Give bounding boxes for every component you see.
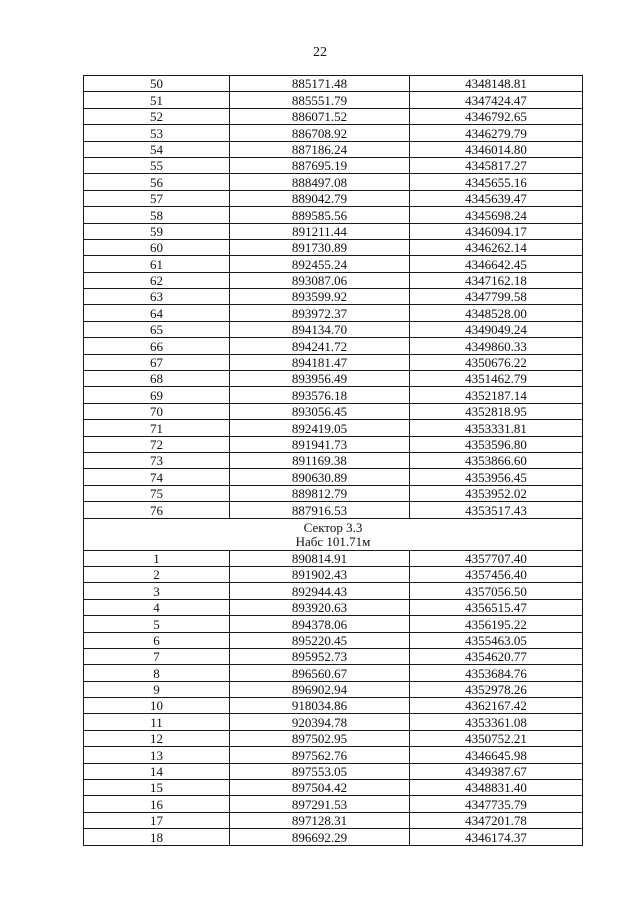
y-coordinate-cell: 4348528.00	[410, 305, 583, 321]
x-coordinate-cell: 897502.95	[230, 730, 410, 746]
x-coordinate-cell: 895220.45	[230, 632, 410, 648]
y-coordinate-cell: 4355463.05	[410, 632, 583, 648]
point-number-cell: 76	[84, 502, 230, 518]
point-number-cell: 71	[84, 420, 230, 436]
x-coordinate-cell: 897291.53	[230, 796, 410, 812]
x-coordinate-cell: 893972.37	[230, 305, 410, 321]
y-coordinate-cell: 4353517.43	[410, 502, 583, 518]
table-row	[84, 698, 583, 714]
table-row	[84, 648, 583, 664]
y-coordinate-cell: 4347799.58	[410, 289, 583, 305]
y-coordinate-cell: 4356195.22	[410, 616, 583, 632]
table-row	[84, 92, 583, 108]
coordinates-rows-b	[84, 550, 583, 845]
table-row	[84, 305, 583, 321]
x-coordinate-cell: 892419.05	[230, 420, 410, 436]
x-coordinate-cell: 886708.92	[230, 125, 410, 141]
y-coordinate-cell: 4356515.47	[410, 599, 583, 615]
table-row	[84, 780, 583, 796]
x-coordinate-cell: 918034.86	[230, 698, 410, 714]
x-coordinate-cell: 897504.42	[230, 780, 410, 796]
point-number-cell: 53	[84, 125, 230, 141]
y-coordinate-cell: 4346645.98	[410, 747, 583, 763]
table-row	[84, 550, 583, 566]
y-coordinate-cell: 4352978.26	[410, 681, 583, 697]
y-coordinate-cell: 4346094.17	[410, 223, 583, 239]
y-coordinate-cell: 4346262.14	[410, 239, 583, 255]
y-coordinate-cell: 4357056.50	[410, 583, 583, 599]
x-coordinate-cell: 885171.48	[230, 76, 410, 92]
point-number-cell: 55	[84, 157, 230, 173]
y-coordinate-cell: 4346642.45	[410, 256, 583, 272]
point-number-cell: 73	[84, 452, 230, 468]
x-coordinate-cell: 896902.94	[230, 681, 410, 697]
table-row	[84, 125, 583, 141]
y-coordinate-cell: 4353596.80	[410, 436, 583, 452]
x-coordinate-cell: 893087.06	[230, 272, 410, 288]
table-row	[84, 272, 583, 288]
table-row	[84, 403, 583, 419]
y-coordinate-cell: 4349860.33	[410, 338, 583, 354]
x-coordinate-cell: 893920.63	[230, 599, 410, 615]
table-row	[84, 190, 583, 206]
point-number-cell: 8	[84, 665, 230, 681]
y-coordinate-cell: 4349387.67	[410, 763, 583, 779]
table-row	[84, 796, 583, 812]
point-number-cell: 51	[84, 92, 230, 108]
y-coordinate-cell: 4353361.08	[410, 714, 583, 730]
point-number-cell: 60	[84, 239, 230, 255]
table-row	[84, 256, 583, 272]
point-number-cell: 4	[84, 599, 230, 615]
y-coordinate-cell: 4345817.27	[410, 157, 583, 173]
point-number-cell: 7	[84, 648, 230, 664]
x-coordinate-cell: 892455.24	[230, 256, 410, 272]
point-number-cell: 6	[84, 632, 230, 648]
x-coordinate-cell: 892944.43	[230, 583, 410, 599]
point-number-cell: 9	[84, 681, 230, 697]
y-coordinate-cell: 4347162.18	[410, 272, 583, 288]
sector-header	[84, 518, 583, 550]
x-coordinate-cell: 887916.53	[230, 502, 410, 518]
table-row	[84, 371, 583, 387]
x-coordinate-cell: 893056.45	[230, 403, 410, 419]
y-coordinate-cell: 4346014.80	[410, 141, 583, 157]
y-coordinate-cell: 4347424.47	[410, 92, 583, 108]
x-coordinate-cell: 891730.89	[230, 239, 410, 255]
table-row	[84, 223, 583, 239]
x-coordinate-cell: 891211.44	[230, 223, 410, 239]
x-coordinate-cell: 891902.43	[230, 566, 410, 582]
y-coordinate-cell: 4347201.78	[410, 812, 583, 828]
y-coordinate-cell: 4357707.40	[410, 550, 583, 566]
table-row	[84, 239, 583, 255]
x-coordinate-cell: 894181.47	[230, 354, 410, 370]
point-number-cell: 69	[84, 387, 230, 403]
table-row	[84, 829, 583, 845]
x-coordinate-cell: 894378.06	[230, 616, 410, 632]
point-number-cell: 63	[84, 289, 230, 305]
y-coordinate-cell: 4346174.37	[410, 829, 583, 845]
x-coordinate-cell: 897128.31	[230, 812, 410, 828]
table-row	[84, 174, 583, 190]
table-row	[84, 420, 583, 436]
point-number-cell: 3	[84, 583, 230, 599]
table-row	[84, 599, 583, 615]
sector-subtitle: Набс 101.71м	[295, 533, 371, 549]
y-coordinate-cell: 4346279.79	[410, 125, 583, 141]
table-row	[84, 502, 583, 518]
point-number-cell: 18	[84, 829, 230, 845]
point-number-cell: 10	[84, 698, 230, 714]
table-row	[84, 583, 583, 599]
table-row	[84, 321, 583, 337]
point-number-cell: 58	[84, 207, 230, 223]
table-row	[84, 812, 583, 828]
point-number-cell: 72	[84, 436, 230, 452]
table-row	[84, 338, 583, 354]
x-coordinate-cell: 887695.19	[230, 157, 410, 173]
x-coordinate-cell: 896692.29	[230, 829, 410, 845]
x-coordinate-cell: 889812.79	[230, 485, 410, 501]
point-number-cell: 5	[84, 616, 230, 632]
point-number-cell: 57	[84, 190, 230, 206]
point-number-cell: 56	[84, 174, 230, 190]
table-row	[84, 730, 583, 746]
point-number-cell: 64	[84, 305, 230, 321]
point-number-cell: 52	[84, 108, 230, 124]
point-number-cell: 75	[84, 485, 230, 501]
x-coordinate-cell: 893956.49	[230, 371, 410, 387]
point-number-cell: 54	[84, 141, 230, 157]
y-coordinate-cell: 4352187.14	[410, 387, 583, 403]
table-row	[84, 289, 583, 305]
sector-title: Сектор 3.3	[303, 519, 363, 535]
y-coordinate-cell: 4353956.45	[410, 469, 583, 485]
y-coordinate-cell: 4349049.24	[410, 321, 583, 337]
y-coordinate-cell: 4345639.47	[410, 190, 583, 206]
point-number-cell: 13	[84, 747, 230, 763]
table-row	[84, 157, 583, 173]
table-row	[84, 469, 583, 485]
table-row	[84, 681, 583, 697]
x-coordinate-cell: 890630.89	[230, 469, 410, 485]
y-coordinate-cell: 4351462.79	[410, 371, 583, 387]
x-coordinate-cell: 893599.92	[230, 289, 410, 305]
y-coordinate-cell: 4353952.02	[410, 485, 583, 501]
y-coordinate-cell: 4357456.40	[410, 566, 583, 582]
x-coordinate-cell: 895952.73	[230, 648, 410, 664]
table-row	[84, 665, 583, 681]
point-number-cell: 67	[84, 354, 230, 370]
x-coordinate-cell: 894134.70	[230, 321, 410, 337]
point-number-cell: 17	[84, 812, 230, 828]
point-number-cell: 62	[84, 272, 230, 288]
point-number-cell: 15	[84, 780, 230, 796]
x-coordinate-cell: 894241.72	[230, 338, 410, 354]
point-number-cell: 50	[84, 76, 230, 92]
table-row	[84, 485, 583, 501]
table-row	[84, 714, 583, 730]
y-coordinate-cell: 4362167.42	[410, 698, 583, 714]
point-number-cell: 68	[84, 371, 230, 387]
x-coordinate-cell: 886071.52	[230, 108, 410, 124]
y-coordinate-cell: 4350676.22	[410, 354, 583, 370]
table-row	[84, 452, 583, 468]
table-row	[84, 436, 583, 452]
sector-header-group	[84, 518, 583, 550]
point-number-cell: 61	[84, 256, 230, 272]
y-coordinate-cell: 4353684.76	[410, 665, 583, 681]
table-row	[84, 566, 583, 582]
x-coordinate-cell: 889042.79	[230, 190, 410, 206]
point-number-cell: 65	[84, 321, 230, 337]
table-row	[84, 616, 583, 632]
sector-header-row	[84, 518, 583, 550]
page-number: 22	[313, 45, 327, 60]
y-coordinate-cell: 4348148.81	[410, 76, 583, 92]
y-coordinate-cell: 4346792.65	[410, 108, 583, 124]
point-number-cell: 70	[84, 403, 230, 419]
point-number-cell: 2	[84, 566, 230, 582]
table-row	[84, 108, 583, 124]
y-coordinate-cell: 4350752.21	[410, 730, 583, 746]
x-coordinate-cell: 887186.24	[230, 141, 410, 157]
point-number-cell: 11	[84, 714, 230, 730]
point-number-cell: 12	[84, 730, 230, 746]
x-coordinate-cell: 893576.18	[230, 387, 410, 403]
point-number-cell: 16	[84, 796, 230, 812]
coordinates-table	[83, 75, 583, 846]
x-coordinate-cell: 897562.76	[230, 747, 410, 763]
point-number-cell: 74	[84, 469, 230, 485]
y-coordinate-cell: 4345698.24	[410, 207, 583, 223]
y-coordinate-cell: 4352818.95	[410, 403, 583, 419]
x-coordinate-cell: 920394.78	[230, 714, 410, 730]
x-coordinate-cell: 888497.08	[230, 174, 410, 190]
x-coordinate-cell: 889585.56	[230, 207, 410, 223]
point-number-cell: 66	[84, 338, 230, 354]
x-coordinate-cell: 896560.67	[230, 665, 410, 681]
y-coordinate-cell: 4345655.16	[410, 174, 583, 190]
x-coordinate-cell: 890814.91	[230, 550, 410, 566]
table-row	[84, 207, 583, 223]
point-number-cell: 59	[84, 223, 230, 239]
x-coordinate-cell: 891941.73	[230, 436, 410, 452]
point-number-cell: 1	[84, 550, 230, 566]
x-coordinate-cell: 891169.38	[230, 452, 410, 468]
y-coordinate-cell: 4354620.77	[410, 648, 583, 664]
table-row	[84, 354, 583, 370]
y-coordinate-cell: 4348831.40	[410, 780, 583, 796]
y-coordinate-cell: 4353866.60	[410, 452, 583, 468]
table-row	[84, 141, 583, 157]
point-number-cell: 14	[84, 763, 230, 779]
table-row	[84, 387, 583, 403]
y-coordinate-cell: 4347735.79	[410, 796, 583, 812]
table-row	[84, 76, 583, 92]
y-coordinate-cell: 4353331.81	[410, 420, 583, 436]
table-row	[84, 632, 583, 648]
coordinates-rows-a	[84, 76, 583, 519]
x-coordinate-cell: 897553.05	[230, 763, 410, 779]
table-row	[84, 763, 583, 779]
x-coordinate-cell: 885551.79	[230, 92, 410, 108]
table-row	[84, 747, 583, 763]
